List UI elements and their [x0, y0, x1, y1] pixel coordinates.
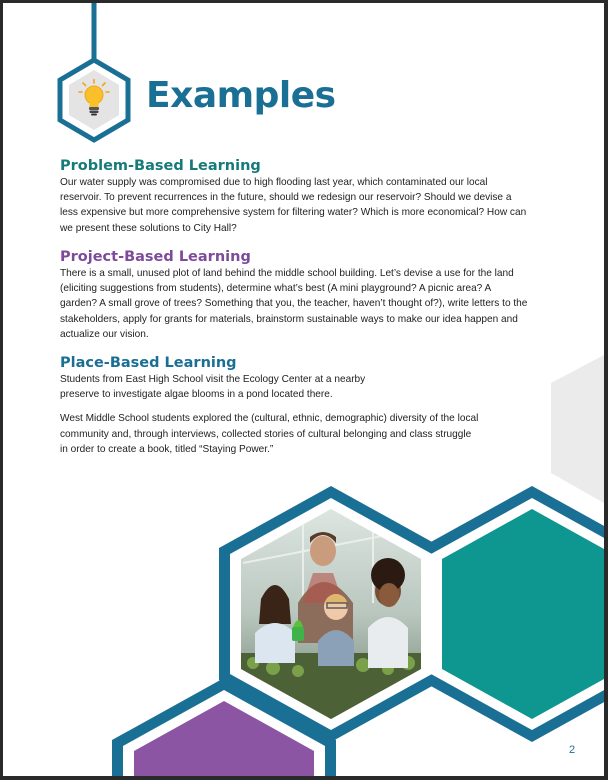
- document-page: [3, 3, 604, 776]
- section-paragraph: There is a small, unused plot of land behind the middle school building. Let’s devise a use for the land (eliciting suggestions from students), determine what’s best (A mini playground? A picnic area? A garden? A small grove of trees? Something that you, the teacher, haven’t thought of?), write letters to the stakeholders, apply for grants for materials, brainstorm sustainable ways to make our idea happen and actualize our vision.: [60, 268, 528, 340]
- section-paragraph: Our water supply was compromised due to high flooding last year, which contaminated our local reservoir. To prevent recurrences in the future, should we redesign our reservoir? Should we devise a less expensive but more comprehensive system for filtering water? Which is more economical? How can we present these solutions to City Hall?: [60, 177, 527, 234]
- section-paragraph: West Middle School students explored the (cultural, ethnic, demographic) diversity of the local community and, through interviews, collected stories of cultural belonging and class struggle in order to create a book, titled “Staying Power.”: [60, 413, 479, 455]
- section-heading: Project-Based Learning: [60, 249, 251, 265]
- section-paragraph: Students from East High School visit the Ecology Center at a nearby preserve to investigate algae blooms in a pond located there.: [60, 374, 366, 401]
- page-title: Examples: [146, 75, 336, 116]
- page-number: 2: [569, 744, 576, 756]
- section-heading: Problem-Based Learning: [60, 158, 261, 174]
- classroom-photo: [3, 3, 604, 776]
- section-heading: Place-Based Learning: [60, 355, 237, 371]
